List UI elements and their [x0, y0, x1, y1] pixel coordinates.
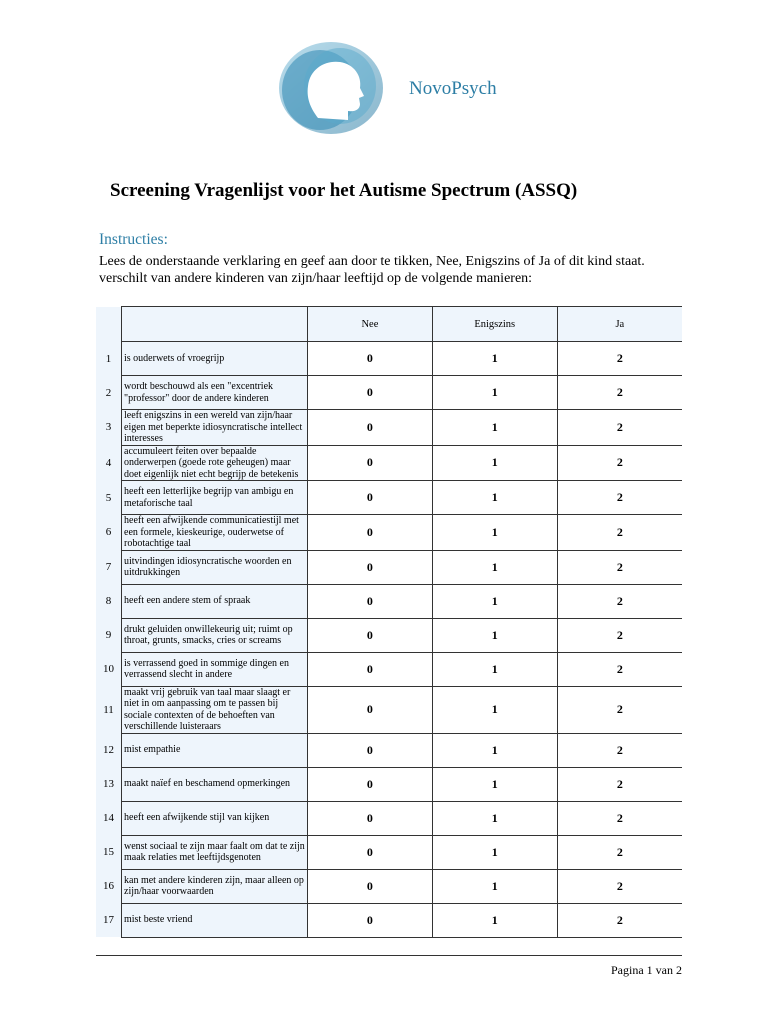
answer-enigszins[interactable]: 1 [432, 686, 557, 733]
item-text: maakt vrij gebruik van taal maar slaagt er niet in om aanpassing om te passen bij sociale contexten of de behoeften van verschillende luisteraars [122, 686, 308, 733]
answer-enigszins[interactable]: 1 [432, 767, 557, 801]
item-text: is verrassend goed in sommige dingen en verrassend slecht in andere [122, 652, 308, 686]
answer-enigszins[interactable]: 1 [432, 342, 557, 376]
item-number: 4 [96, 445, 122, 481]
table-row [96, 733, 682, 767]
answer-enigszins[interactable]: 1 [432, 652, 557, 686]
answer-enigszins[interactable]: 1 [432, 515, 557, 551]
item-text: kan met andere kinderen zijn, maar alleen op zijn/haar voorwaarden [122, 869, 308, 903]
table-body [96, 342, 682, 938]
item-text: heeft een afwijkende stijl van kijken [122, 801, 308, 835]
table-row [96, 584, 682, 618]
item-text: is ouderwets of vroegrijp [122, 342, 308, 376]
item-text: heeft een letterlijke begrijp van ambigu en metaforische taal [122, 481, 308, 515]
table-row [96, 686, 682, 733]
answer-enigszins[interactable]: 1 [432, 733, 557, 767]
answer-nee[interactable]: 0 [308, 686, 433, 733]
answer-ja[interactable]: 2 [557, 869, 682, 903]
answer-ja[interactable]: 2 [557, 767, 682, 801]
item-number: 15 [96, 835, 122, 869]
table-row [96, 869, 682, 903]
instructions-line-2: verschilt van andere kinderen van zijn/haar leeftijd op de volgende manieren: [99, 271, 533, 286]
answer-enigszins[interactable]: 1 [432, 584, 557, 618]
item-number: 2 [96, 376, 122, 410]
answer-ja[interactable]: 2 [557, 835, 682, 869]
answer-enigszins[interactable]: 1 [432, 903, 557, 937]
table-header-row [96, 307, 682, 342]
item-number: 13 [96, 767, 122, 801]
table-row [96, 767, 682, 801]
table-row [96, 550, 682, 584]
answer-ja[interactable]: 2 [557, 733, 682, 767]
answer-nee[interactable]: 0 [308, 376, 433, 410]
answer-ja[interactable]: 2 [557, 652, 682, 686]
answer-ja[interactable]: 2 [557, 342, 682, 376]
header-enigszins: Enigszins [432, 307, 557, 342]
header-nee: Nee [308, 307, 433, 342]
table-row [96, 410, 682, 446]
item-text: drukt geluiden onwillekeurig uit; ruimt op throat, grunts, smacks, cries or screams [122, 618, 308, 652]
table-row [96, 835, 682, 869]
item-text: mist beste vriend [122, 903, 308, 937]
answer-nee[interactable]: 0 [308, 652, 433, 686]
answer-nee[interactable]: 0 [308, 481, 433, 515]
answer-nee[interactable]: 0 [308, 410, 433, 446]
answer-nee[interactable]: 0 [308, 445, 433, 481]
answer-ja[interactable]: 2 [557, 686, 682, 733]
item-text: wenst sociaal te zijn maar faalt om dat te zijn maak relaties met leeftijdsgenoten [122, 835, 308, 869]
answer-ja[interactable]: 2 [557, 618, 682, 652]
answer-ja[interactable]: 2 [557, 410, 682, 446]
item-text: accumuleert feiten over bepaalde onderwerpen (goede rote geheugen) maar doet eigenlijk niet echt begrijp de betekenis [122, 445, 308, 481]
answer-nee[interactable]: 0 [308, 835, 433, 869]
brand-name: NovoPsych [409, 78, 497, 99]
item-number: 1 [96, 342, 122, 376]
table-row [96, 515, 682, 551]
answer-enigszins[interactable]: 1 [432, 410, 557, 446]
header-ja: Ja [557, 307, 682, 342]
item-text: mist empathie [122, 733, 308, 767]
item-text: heeft een afwijkende communicatiestijl met een formele, kieskeurige, ouderwetse of robotachtige taal [122, 515, 308, 551]
header-num-cell [96, 307, 122, 342]
item-number: 14 [96, 801, 122, 835]
answer-ja[interactable]: 2 [557, 550, 682, 584]
table-row [96, 481, 682, 515]
answer-ja[interactable]: 2 [557, 445, 682, 481]
item-number: 3 [96, 410, 122, 446]
item-text: maakt naïef en beschamend opmerkingen [122, 767, 308, 801]
answer-ja[interactable]: 2 [557, 515, 682, 551]
footer-divider [96, 955, 682, 956]
answer-enigszins[interactable]: 1 [432, 835, 557, 869]
answer-nee[interactable]: 0 [308, 550, 433, 584]
answer-nee[interactable]: 0 [308, 618, 433, 652]
answer-enigszins[interactable]: 1 [432, 445, 557, 481]
answer-nee[interactable]: 0 [308, 801, 433, 835]
instructions-line-1: Lees de onderstaande verklaring en geef aan door te tikken, Nee, Enigszins of Ja of dit kind staat. [99, 254, 645, 269]
page-title: Screening Vragenlijst voor het Autisme Spectrum (ASSQ) [110, 180, 578, 201]
answer-nee[interactable]: 0 [308, 342, 433, 376]
item-number: 9 [96, 618, 122, 652]
table-row [96, 376, 682, 410]
answer-enigszins[interactable]: 1 [432, 481, 557, 515]
answer-nee[interactable]: 0 [308, 584, 433, 618]
item-number: 5 [96, 481, 122, 515]
table-row [96, 342, 682, 376]
answer-nee[interactable]: 0 [308, 767, 433, 801]
answer-enigszins[interactable]: 1 [432, 550, 557, 584]
answer-nee[interactable]: 0 [308, 515, 433, 551]
table-row [96, 652, 682, 686]
item-text: wordt beschouwd als een "excentriek "professor" door de andere kinderen [122, 376, 308, 410]
answer-nee[interactable]: 0 [308, 869, 433, 903]
answer-ja[interactable]: 2 [557, 376, 682, 410]
answer-ja[interactable]: 2 [557, 801, 682, 835]
table-row [96, 618, 682, 652]
item-number: 12 [96, 733, 122, 767]
table-row [96, 445, 682, 481]
novopsych-logo [278, 40, 384, 136]
item-number: 6 [96, 515, 122, 551]
questionnaire-table [96, 306, 682, 938]
answer-ja[interactable]: 2 [557, 584, 682, 618]
header-item-cell [122, 307, 308, 342]
answer-nee[interactable]: 0 [308, 733, 433, 767]
answer-enigszins[interactable]: 1 [432, 376, 557, 410]
table-row [96, 903, 682, 937]
item-number: 8 [96, 584, 122, 618]
item-number: 7 [96, 550, 122, 584]
item-number: 10 [96, 652, 122, 686]
answer-enigszins[interactable]: 1 [432, 618, 557, 652]
answer-ja[interactable]: 2 [557, 903, 682, 937]
item-text: heeft een andere stem of spraak [122, 584, 308, 618]
answer-ja[interactable]: 2 [557, 481, 682, 515]
head-profile-icon [278, 40, 384, 136]
item-text: uitvindingen idiosyncratische woorden en uitdrukkingen [122, 550, 308, 584]
item-number: 17 [96, 903, 122, 937]
table-row [96, 801, 682, 835]
answer-nee[interactable]: 0 [308, 903, 433, 937]
answer-enigszins[interactable]: 1 [432, 801, 557, 835]
item-number: 16 [96, 869, 122, 903]
item-number: 11 [96, 686, 122, 733]
item-text: leeft enigszins in een wereld van zijn/haar eigen met beperkte idiosyncratische intellect interesses [122, 410, 308, 446]
answer-enigszins[interactable]: 1 [432, 869, 557, 903]
instructions-heading: Instructies: [99, 231, 168, 248]
page-number: Pagina 1 van 2 [611, 963, 682, 977]
